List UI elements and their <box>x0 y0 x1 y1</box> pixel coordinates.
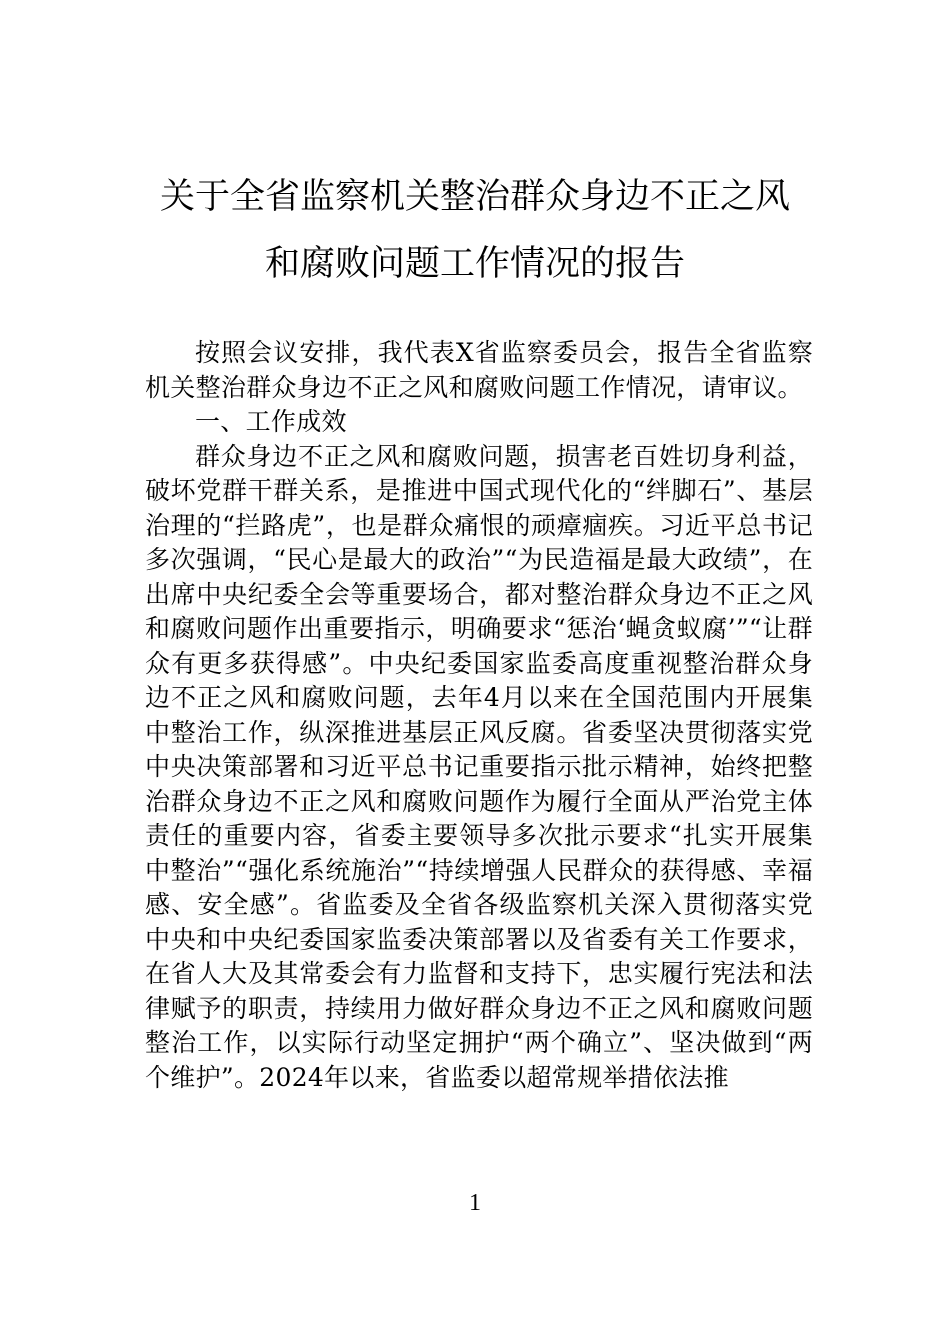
report-title-line-1: 关于全省监察机关整治群众身边不正之风 <box>159 177 790 217</box>
report-title-line-2: 和腐败问题工作情况的报告 <box>264 244 685 284</box>
intro-paragraph: 按照会议安排，我代表X省监察委员会，报告全省监察机关整治群众身边不正之风和腐败问题工作情况，请审议。 <box>145 338 813 402</box>
page-number: 1 <box>469 1190 481 1216</box>
body-paragraph: 群众身边不正之风和腐败问题，损害老百姓切身利益，破坏党群干群关系，是推进中国式现代化的“绊脚石”、基层治理的“拦路虎”，也是群众痛恨的顽瘴痼疾。习近平总书记多次强调，“民心是最大的政治”“为民造福是最大政绩”，在出席中央纪委全会等重要场合，都对整治群众身边不正之风和腐败问题作出重要指示，明确要求“惩治‘蝇贪蚁腐’”“让群众有更多获得感”。中央纪委国家监委高度重视整治群众身边不正之风和腐败问题，去年4月以来在全国范围内开展集中整治工作，纵深推进基层正风反腐。省委坚决贯彻落实党中央决策部署和习近平总书记重要指示批示精神，始终把整治群众身边不正之风和腐败问题作为履行全面从严治党主体责任的重要内容，省委主要领导多次批示要求“扎实开展集中整治”“强化系统施治”“持续增强人民群众的获得感、幸福感、安全感”。省监委及全省各级监察机关深入贯彻落实党中央和中央纪委国家监委决策部署以及省委有关工作要求，在省人大及其常委会有力监督和支持下，忠实履行宪法和法律赋予的职责，持续用力做好群众身边不正之风和腐败问题整治工作，以实际行动坚定拥护“两个确立”、坚决做到“两个维护”。2024年以来，省监委以超常规举措依法推 <box>145 441 813 1092</box>
section-heading: 一、工作成效 <box>195 407 347 436</box>
report-body <box>145 336 813 1095</box>
